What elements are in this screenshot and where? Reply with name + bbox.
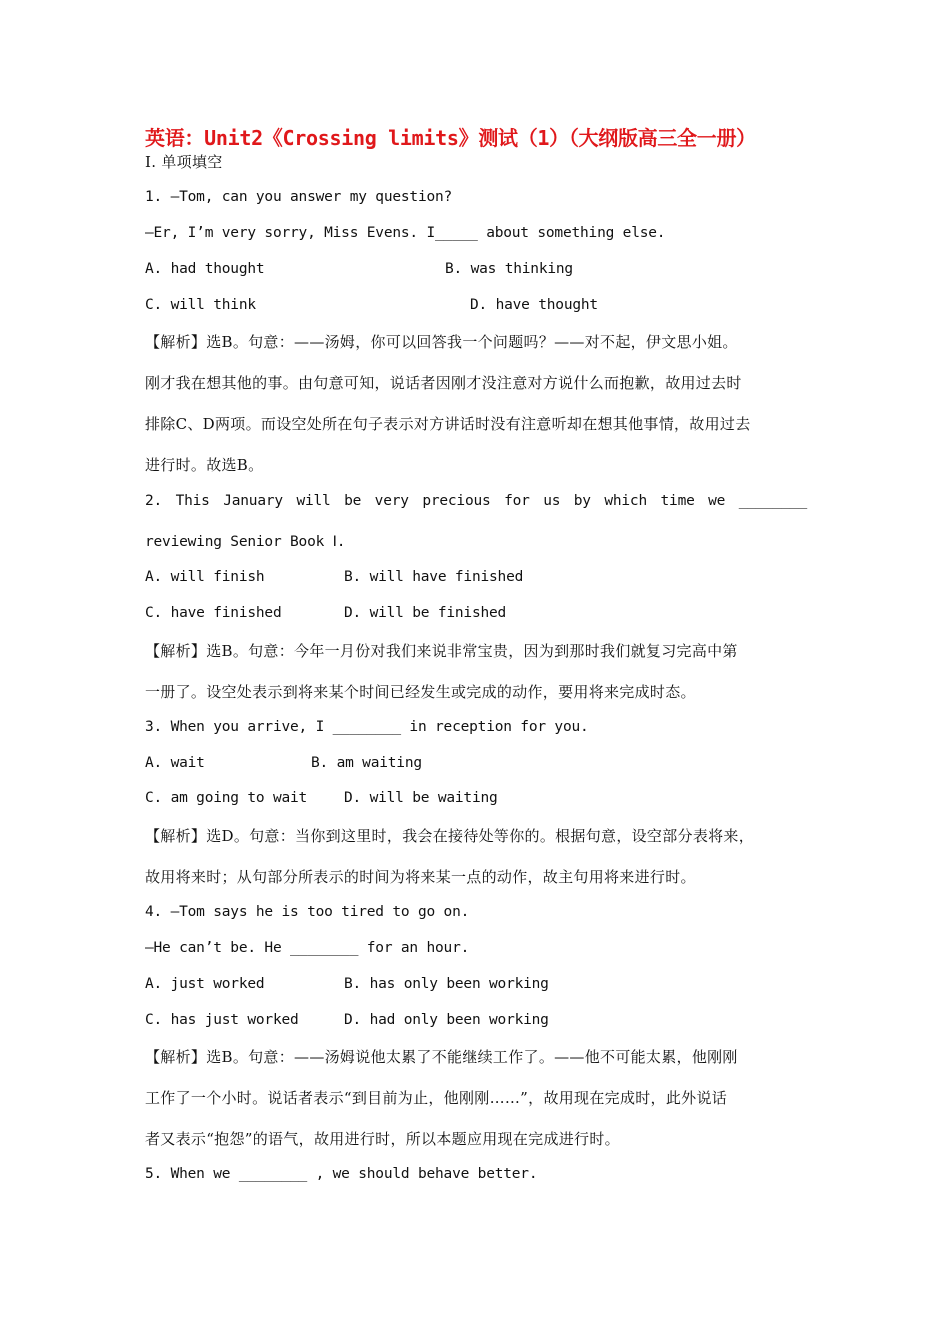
q3-option-b: B. am waiting bbox=[311, 755, 422, 771]
q2-word: which bbox=[604, 493, 647, 509]
q3-analysis-line-1: 【解析】选D。句意：当你到这里时，我会在接待处等你的。根据句意，设空部分表将来， bbox=[145, 827, 755, 845]
q2-word: will bbox=[296, 493, 331, 509]
q2-option-d: D. will be finished bbox=[344, 605, 507, 621]
q3-option-a: A. wait bbox=[145, 755, 205, 771]
q4-analysis-line-1: 【解析】选B。句意：——汤姆说他太累了不能继续工作了。——他不可能太累，他刚刚 bbox=[145, 1048, 738, 1066]
q2-word: 2. bbox=[145, 493, 163, 509]
q2-word: for bbox=[504, 493, 530, 509]
q5-stem-line-1: 5. When we ________ , we should behave better. bbox=[145, 1166, 538, 1182]
q1-stem-line-1: 1. —Tom, can you answer my question? bbox=[145, 189, 453, 205]
q2-blank: ________ bbox=[738, 493, 807, 509]
q4-analysis-line-2: 工作了一个小时。说话者表示“到目前为止，他刚刚……”，故用现在完成时，此外说话 bbox=[145, 1089, 728, 1107]
q2-stem-line-1 bbox=[145, 493, 807, 509]
q4-analysis-line-3: 者又表示“抱怨”的语气，故用进行时，所以本题应用现在完成进行时。 bbox=[145, 1130, 620, 1148]
q4-option-c: C. has just worked bbox=[145, 1012, 299, 1028]
q2-option-c: C. have finished bbox=[145, 605, 282, 621]
q1-analysis-line-2: 刚才我在想其他的事。由句意可知，说话者因刚才没注意对方说什么而抱歉，故用过去时 bbox=[145, 374, 742, 392]
document-title: 英语：Unit2《Crossing limits》测试（1）（大纲版高三全一册） bbox=[145, 126, 756, 150]
q3-stem-line-1: 3. When you arrive, I ________ in reception for you. bbox=[145, 719, 589, 735]
q3-option-d: D. will be waiting bbox=[344, 790, 498, 806]
q2-word: by bbox=[573, 493, 591, 509]
section-heading: Ⅰ. 单项填空 bbox=[145, 153, 223, 171]
q2-word: time bbox=[660, 493, 695, 509]
q2-word: very bbox=[374, 493, 409, 509]
q1-option-a: A. had thought bbox=[145, 261, 265, 277]
q1-analysis-line-3: 排除C、D两项。而设空处所在句子表示对方讲话时没有注意听却在想其他事情，故用过去 bbox=[145, 415, 751, 433]
q1-option-b: B. was thinking bbox=[445, 261, 573, 277]
q2-word: January bbox=[223, 493, 283, 509]
q3-option-c: C. am going to wait bbox=[145, 790, 308, 806]
q1-analysis-line-4: 进行时。故选B。 bbox=[145, 456, 264, 474]
q3-analysis-line-2: 故用将来时；从句部分所表示的时间为将来某一点的动作，故主句用将来进行时。 bbox=[145, 868, 696, 886]
q2-analysis-line-2: 一册了。设空处表示到将来某个时间已经发生或完成的动作，要用将来完成时态。 bbox=[145, 683, 696, 701]
q2-word: we bbox=[708, 493, 726, 509]
q4-stem-line-1: 4. —Tom says he is too tired to go on. bbox=[145, 904, 470, 920]
q1-analysis-line-1: 【解析】选B。句意：——汤姆，你可以回答我一个问题吗？——对不起，伊文思小姐。 bbox=[145, 333, 738, 351]
q2-stem-line-2: reviewing Senior Book Ⅰ. bbox=[145, 534, 346, 550]
q1-stem-line-2: —Er, I’m very sorry, Miss Evens. I_____ about something else. bbox=[145, 225, 666, 241]
q2-option-a: A. will finish bbox=[145, 569, 265, 585]
q4-stem-line-2: —He can’t be. He ________ for an hour. bbox=[145, 940, 470, 956]
q2-word: us bbox=[543, 493, 561, 509]
q4-option-d: D. had only been working bbox=[344, 1012, 549, 1028]
q4-option-b: B. has only been working bbox=[344, 976, 549, 992]
q1-option-d: D. have thought bbox=[470, 297, 598, 313]
q2-option-b: B. will have finished bbox=[344, 569, 524, 585]
q4-option-a: A. just worked bbox=[145, 976, 265, 992]
q2-analysis-line-1: 【解析】选B。句意：今年一月份对我们来说非常宝贵，因为到那时我们就复习完高中第 bbox=[145, 642, 738, 660]
q2-word: precious bbox=[422, 493, 491, 509]
q2-word: be bbox=[344, 493, 362, 509]
q2-word: This bbox=[175, 493, 210, 509]
q1-option-c: C. will think bbox=[145, 297, 256, 313]
